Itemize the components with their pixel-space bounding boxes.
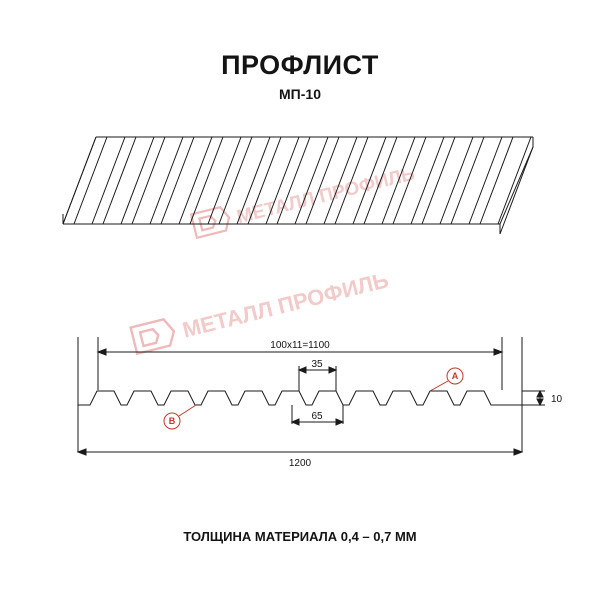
dim-rib-base-width: 65 (311, 411, 323, 422)
watermark-text-bottom: МЕТАЛЛ ПРОФИЛЬ (179, 267, 391, 343)
dim-pitch-total: 100х11=1100 (270, 340, 330, 351)
page-title: ПРОФЛИСТ (221, 50, 379, 80)
watermark-text-top: МЕТАЛЛ ПРОФИЛЬ (234, 163, 417, 229)
dim-rib-height: 10 (551, 394, 563, 405)
dim-rib-top-width: 35 (311, 359, 323, 370)
callout-b-label: B (168, 416, 176, 426)
dim-overall-width: 1200 (288, 458, 312, 469)
page-subtitle: МП-10 (279, 86, 321, 102)
callout-a-label: A (451, 371, 459, 381)
material-thickness-note: ТОЛЩИНА МАТЕРИАЛА 0,4 – 0,7 ММ (183, 529, 417, 544)
